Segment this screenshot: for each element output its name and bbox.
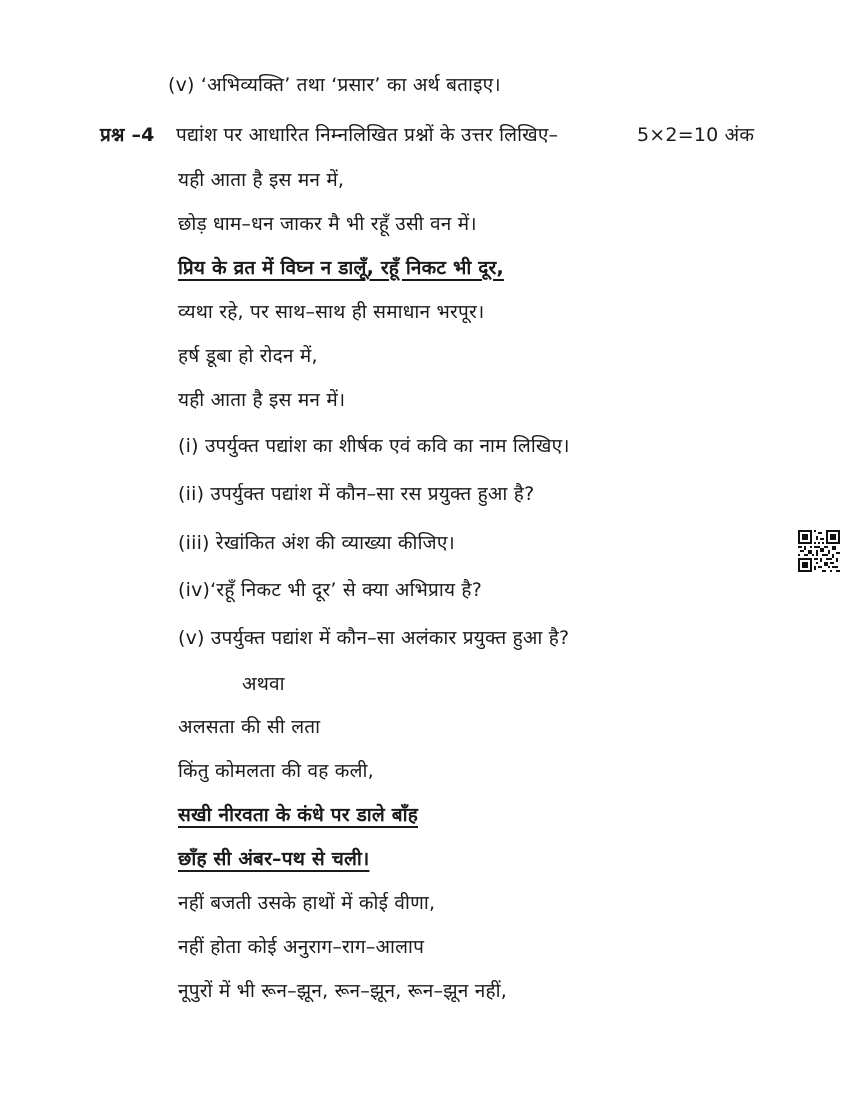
poem2-line-4-underlined: छाँह सी अंबर–पथ से चली। (178, 848, 370, 870)
poem1-line-3-underlined: प्रिय के व्रत में विघ्न न डालूँ, रहूँ निकट भी दूर, (178, 257, 504, 279)
poem2-line-7: नूपुरों में भी रून–झून, रून–झून, रून–झून नहीं, (178, 980, 507, 1002)
question-4-marks: 5×2=10 अंक (637, 124, 755, 146)
poem1-line-1: यही आता है इस मन में, (178, 169, 345, 191)
poem2-line-3-underlined: सखी नीरवता के कंधे पर डाले बाँह (178, 804, 419, 826)
or-label: अथवा (242, 673, 285, 695)
poem2-line-6: नहीं होता कोई अनुराग–राग–आलाप (178, 936, 425, 958)
question-4-sub-ii: (ii) उपर्युक्त पद्यांश में कौन–सा रस प्रयुक्त हुआ है? (178, 483, 535, 505)
question-4-sub-iii: (iii) रेखांकित अंश की व्याख्या कीजिए। (178, 532, 455, 554)
question-4-sub-v: (v) उपर्युक्त पद्यांश में कौन–सा अलंकार प्रयुक्त हुआ है? (178, 627, 570, 649)
qr-code-icon (798, 530, 840, 572)
poem1-line-6: यही आता है इस मन में। (178, 389, 346, 411)
poem1-line-5: हर्ष डूबा हो रोदन में, (178, 345, 318, 367)
prev-question-item-v: (v) ‘अभिव्यक्ति’ तथा ‘प्रसार’ का अर्थ बताइए। (168, 74, 501, 96)
poem2-line-1: अलसता की सी लता (178, 716, 321, 738)
question-4-sub-i: (i) उपर्युक्त पद्यांश का शीर्षक एवं कवि का नाम लिखिए। (178, 435, 570, 457)
question-4-sub-iv: (iv)‘रहूँ निकट भी दूर’ से क्या अभिप्राय है? (178, 579, 483, 601)
poem1-line-4: व्यथा रहे, पर साथ–साथ ही समाधान भरपूर। (178, 301, 485, 323)
question-4-label: प्रश्न –4 (100, 124, 155, 146)
question-4-instruction: पद्यांश पर आधारित निम्नलिखित प्रश्नों के उत्तर लिखिए– (176, 124, 559, 146)
poem2-line-2: किंतु कोमलता की वह कली, (178, 760, 374, 782)
poem2-line-5: नहीं बजती उसके हाथों में कोई वीणा, (178, 892, 436, 914)
poem1-line-2: छोड़ धाम–धन जाकर मै भी रहूँ उसी वन में। (178, 213, 477, 235)
